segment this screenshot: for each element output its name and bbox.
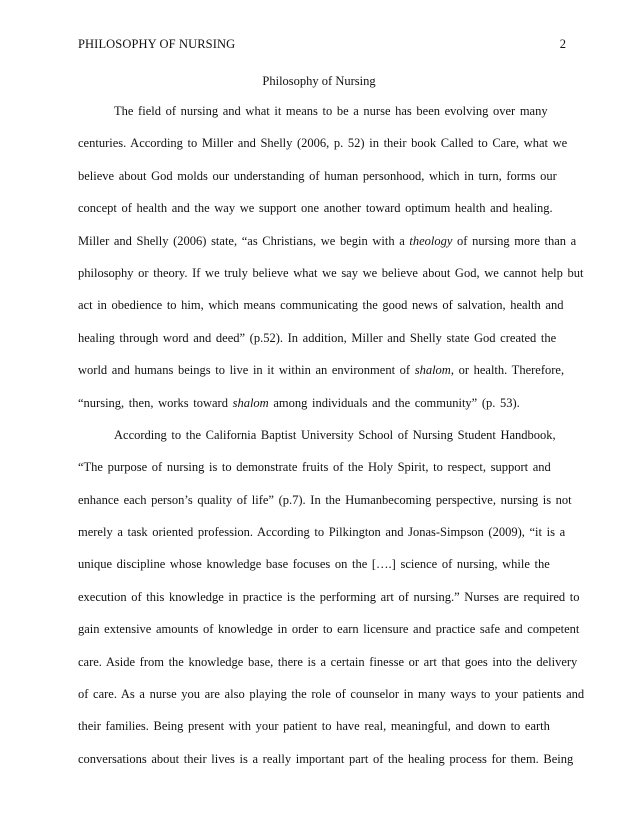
text-line (78, 492, 578, 524)
text-span: among individuals and the community” (p. 53). (268, 395, 520, 410)
text-line (78, 621, 578, 653)
italic-term: shalom (232, 395, 269, 410)
text-line (78, 459, 578, 491)
text-span: believe about God molds our understanding of human personhood, which in turn, forms our (78, 168, 557, 183)
text-span: The field of nursing and what it means to be a nurse has been evolving over many (114, 104, 548, 118)
text-line (78, 168, 578, 200)
text-line (78, 103, 578, 135)
text-span: Miller and Shelly (2006) state, “as Christians, we begin with a (78, 233, 410, 248)
text-line (78, 686, 585, 718)
text-line (78, 589, 578, 621)
text-line (78, 330, 578, 362)
text-line (78, 654, 578, 686)
text-span: “nursing, then, works toward (78, 395, 233, 410)
text-span: “The purpose of nursing is to demonstrate fruits of the Holy Spirit, to respect, support and (78, 460, 551, 475)
text-span: healing through word and deed” (p.52). In addition, Miller and Shelly state God created the (78, 330, 557, 345)
text-span: enhance each person’s quality of life” (p.7). In the Humanbecoming perspective, nursing is not (78, 492, 572, 507)
text-line (78, 362, 578, 394)
text-span: concept of health and the way we support one another toward optimum health and healing. (78, 201, 553, 216)
text-line (78, 427, 578, 459)
text-line (78, 524, 578, 556)
text-span: execution of this knowledge in practice is the performing art of nursing.” Nurses are required to (78, 589, 580, 604)
text-line (78, 135, 578, 167)
page-number: 2 (559, 37, 566, 51)
text-span: of nursing more than a (452, 233, 577, 248)
text-line (78, 556, 578, 588)
text-span: centuries. According to Miller and Shelly (2006, p. 52) in their book Called to Care, what we (78, 136, 568, 151)
text-line (78, 200, 578, 232)
text-line (78, 297, 578, 329)
text-span: unique discipline whose knowledge base focuses on the [….] science of nursing, while the (78, 557, 550, 572)
text-span: gain extensive amounts of knowledge in order to earn licensure and practice safe and competent (78, 622, 580, 637)
text-span: conversations about their lives is a really important part of the healing process for them. Being (78, 751, 574, 766)
text-span: , or health. Therefore, (450, 363, 565, 378)
text-span: philosophy or theory. If we truly believe what we say we believe about God, we cannot help but (78, 265, 584, 280)
italic-term: theology (409, 233, 453, 248)
text-span: merely a task oriented profession. According to Pilkington and Jonas-Simpson (2009), “it is a (78, 525, 566, 540)
text-span: act in obedience to him, which means communicating the good news of salvation, health and (78, 298, 564, 313)
italic-term: shalom (414, 363, 451, 378)
running-head: PHILOSOPHY OF NURSING (78, 37, 236, 51)
text-span: world and humans beings to live in it within an environment of (78, 363, 415, 378)
text-span: care. Aside from the knowledge base, there is a certain finesse or art that goes into the delivery (78, 654, 578, 669)
text-line (78, 395, 578, 427)
text-span: According to the California Baptist University School of Nursing Student Handbook, (114, 427, 556, 442)
document-title: Philosophy of Nursing (262, 74, 376, 88)
body-text (78, 103, 585, 783)
text-span: of care. As a nurse you are also playing the role of counselor in many ways to your patients and (78, 687, 585, 702)
text-line (78, 718, 578, 750)
text-line (78, 751, 578, 783)
text-span: their families. Being present with your patient to have real, meaningful, and down to earth (78, 719, 550, 734)
text-line (78, 265, 584, 297)
text-line (78, 233, 578, 265)
